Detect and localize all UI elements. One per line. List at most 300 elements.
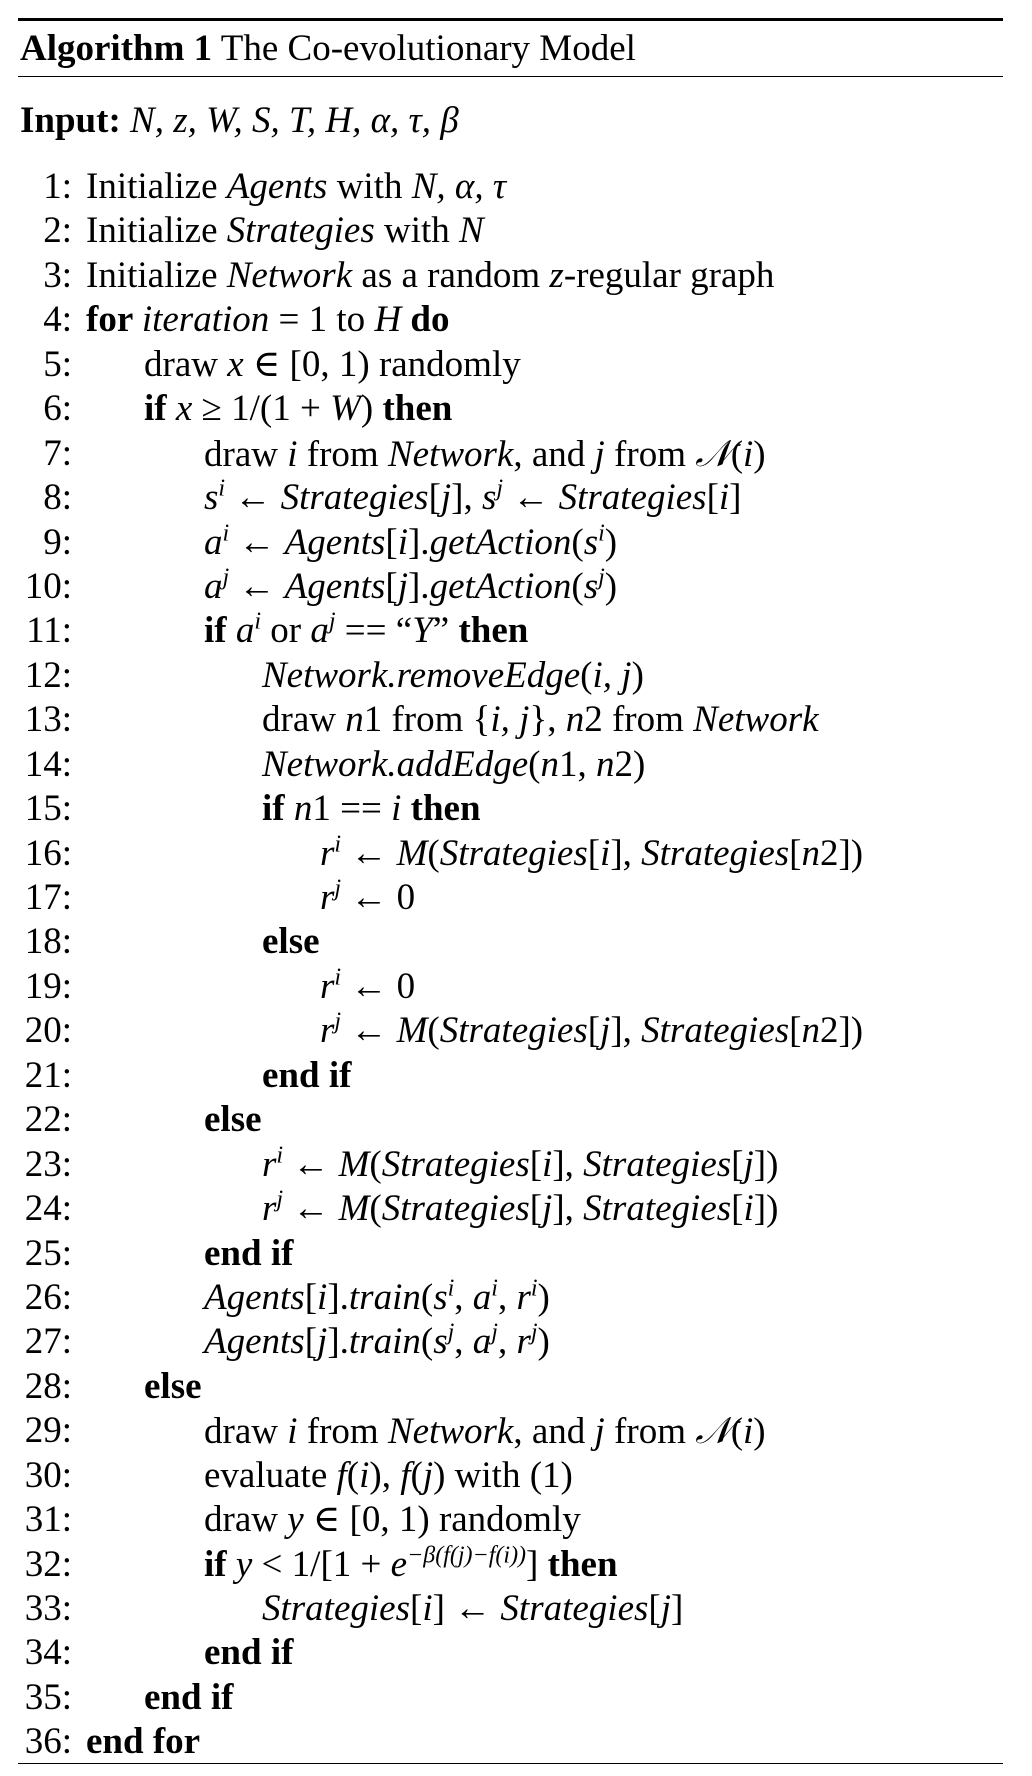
math-symbol: i [542, 1143, 553, 1185]
math-symbol: Strategies [381, 1188, 530, 1230]
input-label: Input: [20, 100, 121, 141]
text: [ [529, 1188, 543, 1230]
text: from [604, 433, 696, 475]
math-symbol: r [516, 1321, 531, 1363]
text: 2]) [819, 832, 864, 874]
superscript: j [328, 609, 336, 636]
algorithm-line [18, 787, 1003, 831]
text: ← [229, 565, 285, 607]
math-symbol: j [600, 1010, 611, 1052]
text: [ [789, 1010, 802, 1052]
text: ( [730, 1411, 744, 1453]
algorithm-line [18, 876, 1003, 920]
math-symbol: f [336, 1454, 347, 1496]
line-number: 25: [24, 1232, 72, 1274]
math-symbol: M [338, 1143, 370, 1185]
math-symbol: i [391, 788, 402, 830]
line-code [204, 1098, 262, 1142]
text: [ [304, 1321, 318, 1363]
keyword: for [86, 299, 142, 341]
math-symbol: r [320, 965, 335, 1007]
keyword: if [144, 388, 176, 430]
line-code [204, 1232, 293, 1276]
text: [ [385, 521, 398, 563]
text: [ [731, 1143, 744, 1185]
line-code [262, 1143, 778, 1187]
text: ← [225, 477, 281, 519]
math-symbol: Y [412, 610, 433, 652]
math-symbol: e [390, 1543, 408, 1585]
text: ]. [407, 521, 430, 563]
text: ( [369, 1188, 382, 1230]
math-symbol: i, j [490, 699, 530, 741]
keyword: end if [262, 1054, 352, 1096]
math-symbol: Agents [284, 565, 386, 607]
math-symbol: M [338, 1188, 370, 1230]
line-number: 29: [24, 1410, 72, 1452]
line-code [144, 387, 452, 431]
text: ( [420, 1321, 434, 1363]
math-symbol: j [317, 1321, 328, 1363]
text: 1 == [312, 788, 392, 830]
line-code [86, 254, 774, 298]
math-symbol: n [345, 699, 364, 741]
text: == “ [335, 610, 413, 652]
math-symbol: i [359, 1454, 370, 1496]
math-symbol: n [801, 832, 820, 874]
math-symbol: N, α, τ [411, 166, 507, 207]
math-symbol: n [565, 699, 585, 741]
text: evaluate [204, 1454, 337, 1496]
text: from [297, 1411, 388, 1453]
algorithm-line [18, 521, 1003, 565]
text: ), [369, 1454, 401, 1496]
math-symbol: f [400, 1454, 411, 1496]
algorithm-line [18, 1098, 1003, 1142]
line-number: 11: [26, 610, 72, 652]
line-number: 15: [24, 788, 72, 830]
text: ( [571, 521, 584, 563]
algorithm-line [18, 1054, 1003, 1098]
text: ) [753, 1411, 766, 1453]
text: ]. [327, 1276, 349, 1318]
line-number: 16: [24, 832, 72, 874]
input-params: N, z, W, S, T, H, α, τ, β [130, 100, 459, 141]
text: 1, [558, 743, 596, 785]
line-code [204, 1543, 618, 1587]
text: ” [432, 610, 459, 652]
math-symbol: n [595, 743, 615, 785]
math-symbol: N [459, 210, 484, 252]
keyword: if [204, 1543, 236, 1585]
line-code [204, 1454, 573, 1498]
math-symbol: Network [387, 433, 514, 475]
input-line [18, 77, 1003, 165]
math-symbol: Strategies [641, 832, 790, 874]
math-symbol: Agents [226, 166, 328, 207]
math-symbol: s [433, 1321, 448, 1363]
math-symbol: j [743, 1143, 754, 1185]
text: [ [409, 1588, 423, 1629]
superscript: j [491, 1320, 498, 1347]
algorithm-line [18, 1365, 1003, 1409]
keyword: else [262, 921, 320, 963]
text: [ [648, 1588, 661, 1629]
text: , [454, 1321, 473, 1363]
text: , [497, 1276, 517, 1318]
math-symbol: 𝒩 [695, 431, 731, 475]
algorithm-line [18, 387, 1003, 431]
algorithm-title: The Co-evolutionary Model [220, 28, 636, 69]
line-code [204, 565, 617, 609]
text: ) [537, 1276, 550, 1318]
algorithm-line [18, 743, 1003, 787]
line-number: 5: [43, 343, 72, 385]
text: ( [528, 743, 541, 785]
text: draw [204, 1499, 288, 1541]
math-symbol: Agents [204, 1276, 305, 1318]
line-code [262, 1587, 683, 1631]
math-symbol: i [600, 832, 611, 874]
line-code [86, 1720, 200, 1764]
line-code [262, 1187, 778, 1231]
algorithm-line [18, 165, 1003, 209]
text: ← [283, 1143, 339, 1185]
text: draw [204, 433, 288, 475]
line-number: 10: [24, 565, 72, 607]
superscript: i [334, 831, 342, 858]
math-symbol: r [516, 1276, 531, 1318]
math-symbol: M [396, 1010, 428, 1052]
text: 2 from [584, 699, 694, 741]
math-symbol: M [396, 832, 428, 874]
text: ( [427, 832, 440, 874]
math-symbol: i [287, 433, 298, 475]
math-symbol: i [743, 433, 754, 475]
line-number: 20: [24, 1010, 72, 1052]
math-symbol: i [718, 477, 730, 519]
text: ( [346, 1454, 360, 1496]
text: or [261, 610, 311, 652]
math-symbol: s [583, 521, 599, 563]
line-number: 22: [24, 1099, 72, 1141]
superscript: i [276, 1142, 284, 1169]
keyword: else [204, 1099, 262, 1141]
line-number: 12: [24, 654, 72, 696]
math-symbol: Strategies [381, 1143, 530, 1185]
superscript: j [222, 564, 230, 591]
text: ← [229, 521, 285, 563]
line-number: 18: [24, 921, 72, 963]
math-symbol: Network [226, 254, 353, 296]
bottom-rule [18, 1763, 1003, 1764]
line-code [86, 209, 484, 253]
text: ( [410, 1454, 423, 1496]
text: from [297, 433, 388, 475]
math-symbol: W [330, 388, 361, 430]
text: [ [428, 477, 441, 519]
line-number: 24: [24, 1188, 72, 1230]
algorithm-line [18, 1232, 1003, 1276]
algorithm-line [18, 1676, 1003, 1720]
math-symbol: i [743, 1188, 754, 1230]
text: with [327, 166, 412, 207]
text: ]. [327, 1321, 349, 1363]
line-number: 14: [24, 743, 72, 785]
keyword: then [458, 610, 529, 652]
math-symbol: y [287, 1499, 304, 1541]
text: [ [385, 565, 398, 607]
text: ← 0 [341, 965, 416, 1007]
line-code [204, 1320, 550, 1364]
keyword: then [401, 788, 481, 830]
line-number: 35: [24, 1676, 72, 1718]
line-number: 27: [24, 1321, 72, 1363]
line-number: 23: [24, 1143, 72, 1185]
text: ∈ [0, 1) randomly [243, 343, 521, 385]
algorithm-line [18, 609, 1003, 653]
algorithm-line [18, 1143, 1003, 1187]
text: ]) [753, 1143, 779, 1185]
math-symbol: s [433, 1276, 448, 1318]
math-symbol: Strategies [641, 1010, 790, 1052]
line-code [204, 1498, 581, 1542]
line-number: 30: [24, 1454, 72, 1496]
line-number: 33: [24, 1588, 72, 1629]
math-symbol: r [320, 1010, 335, 1052]
math-symbol: i, j [592, 654, 632, 696]
algorithm-line [18, 254, 1003, 298]
line-code [262, 787, 481, 831]
math-symbol: s [204, 477, 219, 519]
math-symbol: j [594, 1411, 605, 1453]
algorithm-line [18, 1587, 1003, 1631]
algorithm-caption [18, 21, 1003, 76]
math-symbol: j [422, 1454, 434, 1496]
math-symbol: n [293, 788, 313, 830]
text: ← [341, 1010, 397, 1052]
math-symbol: i [397, 521, 408, 563]
algorithm-line [18, 832, 1003, 876]
text: ) [537, 1321, 550, 1363]
line-number: 17: [24, 877, 72, 918]
superscript: j [447, 1320, 455, 1347]
math-symbol: x [227, 343, 244, 385]
algorithm-line [18, 920, 1003, 964]
text: = 1 to [269, 299, 375, 341]
superscript: i [530, 1275, 538, 1302]
text: < 1/[1 + [252, 1543, 391, 1585]
line-number: 36: [24, 1721, 72, 1763]
text: draw [144, 343, 228, 385]
keyword: if [204, 610, 236, 652]
text: ], [451, 477, 482, 519]
line-number: 32: [24, 1543, 72, 1585]
line-code [204, 476, 742, 520]
superscript: j [598, 564, 605, 591]
text: ← [341, 832, 397, 874]
line-code [204, 432, 766, 477]
keyword: end if [204, 1232, 294, 1274]
text: [ [789, 832, 802, 874]
line-code [320, 876, 415, 920]
text: [ [529, 1143, 543, 1185]
math-symbol: i [422, 1588, 433, 1629]
line-code [204, 1631, 293, 1675]
math-symbol: j [594, 433, 605, 475]
text: ] [729, 477, 742, 519]
line-number: 2: [43, 210, 72, 252]
line-code [320, 965, 415, 1009]
text: ← [283, 1188, 339, 1230]
algorithm-label: Algorithm 1 [20, 28, 213, 69]
algorithm-line [18, 209, 1003, 253]
text: ) with (1) [433, 1454, 573, 1496]
text: [ [587, 1010, 601, 1052]
text: , and [513, 433, 595, 475]
line-code [262, 1054, 351, 1098]
math-symbol: Network.removeEdge [262, 654, 581, 696]
line-code [86, 298, 450, 342]
math-symbol: j [397, 565, 408, 607]
line-code [144, 1676, 233, 1720]
math-symbol: Agents [284, 521, 386, 563]
text: [ [731, 1188, 744, 1230]
algorithm-line [18, 1454, 1003, 1498]
algorithm-line [18, 565, 1003, 609]
text: ], [610, 1010, 642, 1052]
text: ]) [753, 1188, 779, 1230]
algorithm-line [18, 965, 1003, 1009]
text: ( [730, 433, 744, 475]
text: ∈ [0, 1) randomly [303, 1499, 581, 1541]
text: ( [571, 565, 584, 607]
keyword: else [144, 1365, 202, 1407]
line-code [320, 832, 863, 876]
line-number: 34: [24, 1632, 72, 1674]
math-symbol: iteration [141, 299, 270, 341]
text: ) [360, 388, 383, 430]
text: Initialize [86, 254, 227, 296]
algorithm-line [18, 298, 1003, 342]
line-code [262, 654, 644, 698]
keyword: then [382, 388, 453, 430]
math-symbol: j [660, 1588, 672, 1629]
algorithm-line [18, 1409, 1003, 1453]
superscript: i [334, 964, 342, 991]
line-number: 31: [24, 1499, 72, 1541]
text: with [374, 210, 460, 252]
superscript: i [254, 609, 262, 636]
keyword: end if [144, 1676, 234, 1718]
keyword: end if [204, 1632, 294, 1674]
math-symbol: r [320, 877, 335, 918]
math-symbol: a [235, 610, 255, 652]
text: ] ← [432, 1588, 501, 1629]
superscript: i [218, 475, 226, 502]
text: , and [513, 1411, 595, 1453]
algorithm-line [18, 1498, 1003, 1542]
text: ) [604, 565, 618, 607]
algorithm-line [18, 1276, 1003, 1320]
line-number: 26: [24, 1276, 72, 1318]
math-symbol: r [262, 1188, 277, 1230]
text: 2]) [819, 1010, 864, 1052]
algorithm-line [18, 1720, 1003, 1764]
algorithm-line [18, 476, 1003, 520]
text: -regular graph [563, 254, 775, 296]
math-symbol: x [175, 388, 193, 430]
line-code [320, 1009, 863, 1053]
algorithm-line [18, 1320, 1003, 1364]
line-number: 6: [43, 388, 72, 430]
math-symbol: s [482, 477, 497, 519]
math-symbol: H [374, 299, 402, 341]
math-symbol: Strategies [226, 210, 375, 252]
math-symbol: Strategies [500, 1588, 649, 1629]
text: ]. [407, 565, 430, 607]
text: 2) [614, 743, 646, 785]
line-code [144, 343, 521, 387]
superscript: j [530, 1320, 538, 1347]
algorithm-line [18, 1009, 1003, 1053]
algorithm-line [18, 654, 1003, 698]
math-symbol: a [204, 565, 223, 607]
text: draw [262, 699, 346, 741]
keyword: then [547, 1543, 618, 1585]
keyword: do [401, 299, 450, 341]
math-symbol: Strategies [558, 477, 707, 519]
algorithm-line [18, 432, 1003, 476]
algorithm-line [18, 1631, 1003, 1675]
math-symbol: getAction [429, 521, 572, 563]
math-symbol: j [440, 477, 452, 519]
text: ← 0 [341, 877, 416, 918]
line-number: 19: [24, 965, 72, 1007]
text: ) [753, 433, 766, 475]
math-symbol: train [348, 1276, 421, 1318]
line-number: 8: [43, 477, 72, 519]
text: ( [369, 1143, 382, 1185]
text: ( [420, 1276, 434, 1318]
superscript: i [222, 520, 230, 547]
line-number: 13: [24, 699, 72, 741]
line-code [204, 1409, 766, 1454]
algorithm-lines [18, 165, 1003, 1765]
algorithm-line [18, 698, 1003, 742]
text: ] [671, 1588, 684, 1629]
text: draw [204, 1411, 288, 1453]
superscript: j [496, 475, 504, 502]
math-symbol: i [287, 1411, 298, 1453]
math-symbol: Strategies [439, 832, 588, 874]
line-number: 1: [43, 166, 72, 207]
line-number: 4: [43, 299, 72, 341]
text: [ [304, 1276, 318, 1318]
line-code [204, 1276, 550, 1320]
math-symbol: Network [387, 1411, 514, 1453]
math-symbol: z [549, 254, 564, 296]
line-number: 28: [24, 1365, 72, 1407]
superscript: j [276, 1186, 284, 1213]
math-symbol: Strategies [439, 1010, 588, 1052]
text: ], [552, 1143, 584, 1185]
math-symbol: a [310, 610, 329, 652]
algorithm-line [18, 1187, 1003, 1231]
superscript: i [598, 520, 605, 547]
superscript: −β(f(j)−f(i)) [407, 1542, 527, 1569]
line-code [204, 609, 528, 653]
